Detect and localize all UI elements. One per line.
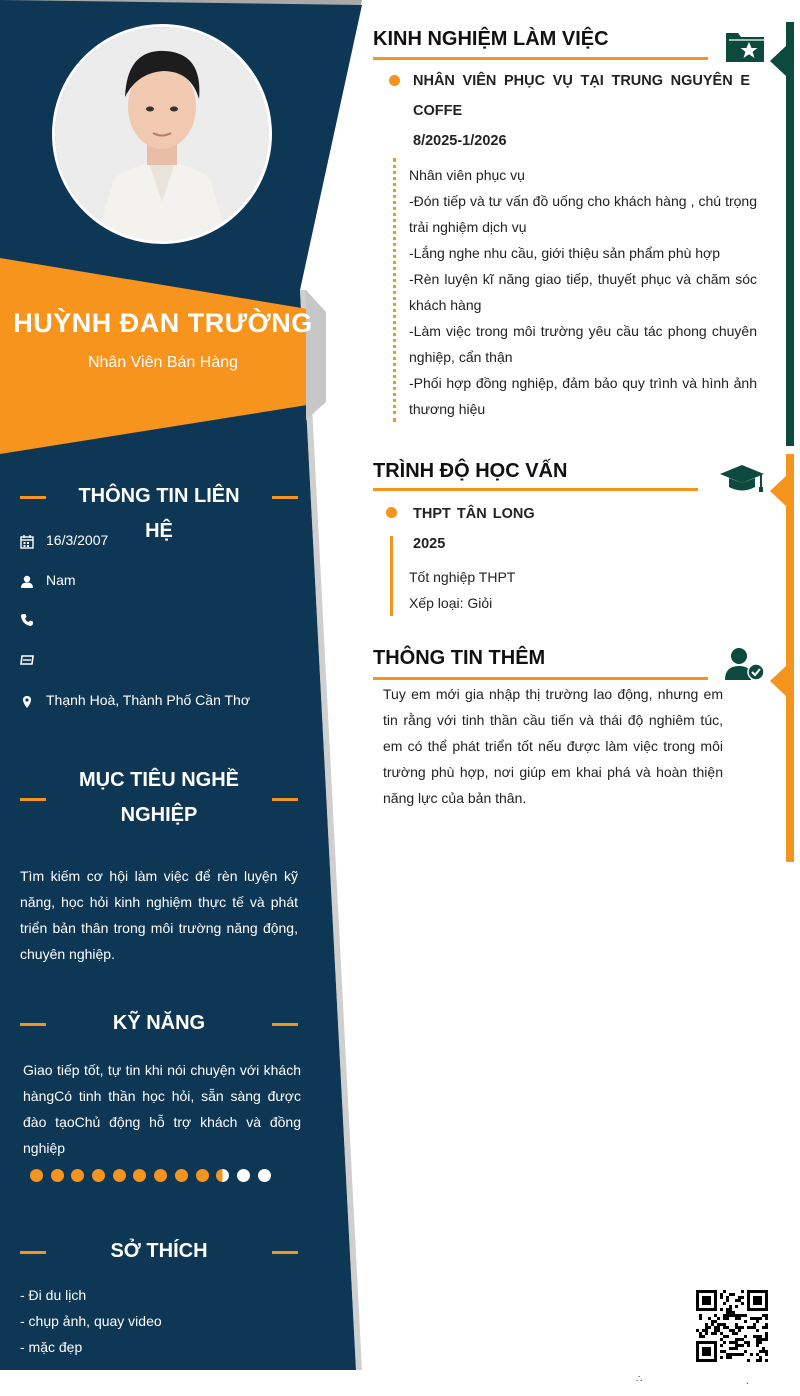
skill-rating-dot [133, 1169, 146, 1182]
hobbies-heading [20, 1234, 298, 1269]
experience-line: -Làm việc trong môi trường yêu cầu tác phong chuyên nghiệp, cẩn thận [409, 323, 757, 365]
skill-rating [30, 1169, 278, 1183]
heading-line-left [20, 1023, 46, 1026]
experience-line: -Đón tiếp và tư vấn đồ uống cho khách hàng , chú trọng trải nghiệm dịch vụ [409, 193, 757, 235]
contact-address [20, 690, 250, 710]
email-icon [20, 652, 34, 666]
right-bar-green [786, 22, 794, 446]
right-arrow-orange-1 [770, 476, 786, 506]
experience-line: -Phối hợp đồng nghiệp, đảm bảo quy trình và hình ảnh thương hiệu [409, 375, 757, 417]
experience-line: -Rèn luyện kĩ năng giao tiếp, thuyết phục và chăm sóc khách hàng [409, 271, 757, 313]
contact-email [20, 648, 46, 668]
graduation-year: 2025 [413, 536, 446, 552]
skill-rating-dot [51, 1169, 64, 1182]
skills-text: Giao tiếp tốt, tự tin khi nói chuyện với khách hàngCó tinh thần học hỏi, sẵn sàng được đào tạoChủ động hỗ trợ khách và đồng nghiệp [23, 1062, 301, 1156]
education-timeline [390, 536, 393, 616]
contact-phone [20, 608, 46, 628]
heading-line-left [20, 1251, 46, 1254]
objective-text: Tìm kiếm cơ hội làm việc để rèn luyện kỹ năng, học hỏi kinh nghiệm thực tế và phát triển bản thân trong môi trường năng động, chuyên nghiệp. [20, 868, 298, 962]
hobby-item: - mặc đẹp [20, 1339, 83, 1355]
experience-timeline [393, 158, 396, 422]
heading-line-left [20, 798, 46, 801]
location-icon [20, 694, 34, 708]
education-heading: TRÌNH ĐỘ HỌC VẤN [373, 460, 568, 482]
skill-rating-dot [237, 1169, 250, 1182]
hobby-item: - Đi du lịch [20, 1287, 87, 1303]
birthday-value: 16/3/2007 [46, 532, 109, 548]
footer-mark: . [746, 1376, 749, 1387]
right-arrow-green [770, 46, 786, 76]
experience-line: Nhân viên phục vụ [409, 167, 525, 183]
skill-rating-dot [113, 1169, 126, 1182]
skills-heading [20, 1006, 298, 1041]
education-line: Xếp loại: Giỏi [409, 595, 493, 611]
skill-rating-dot [258, 1169, 271, 1182]
skill-rating-dot [92, 1169, 105, 1182]
objective-heading-line1: MỤC TIÊU NGHỀ [79, 769, 239, 791]
job-period: 8/2025-1/2026 [413, 133, 507, 149]
heading-line-right [272, 1251, 298, 1254]
school-name: THPT TÂN LONG [413, 506, 535, 522]
skill-rating-dot [196, 1169, 209, 1182]
right-bar-orange [786, 454, 794, 862]
qr-code [696, 1290, 768, 1367]
skill-rating-dot [154, 1169, 167, 1182]
heading-line-right [272, 798, 298, 801]
education-bullet [386, 507, 397, 518]
objective-heading-line2: NGHIỆP [120, 804, 198, 826]
skills-heading-text: KỸ NĂNG [112, 1012, 206, 1034]
user-check-icon [724, 646, 766, 687]
user-icon [20, 574, 34, 588]
profile-role: Nhân Viên Bán Hàng [87, 354, 239, 371]
extra-heading-line [373, 677, 708, 680]
heading-line-right [272, 1023, 298, 1026]
graduation-cap-icon [719, 462, 765, 501]
extra-text: Tuy em mới gia nhập thị trường lao động, nhưng em tin rằng với tinh thần cầu tiến và thái độ nghiêm túc, em có thể phát triển tốt nếu được làm việc trong môi trường phù hợp, nơi giúp em khai phá và hoàn thiện năng lực của bản thân. [383, 686, 723, 806]
footer-mark: ∴ [636, 1374, 643, 1385]
hobbies-heading-text: SỞ THÍCH [110, 1240, 208, 1262]
skill-rating-dot [175, 1169, 188, 1182]
calendar-icon [20, 534, 34, 548]
skill-rating-dot [30, 1169, 43, 1182]
contact-heading-text: THÔNG TIN LIÊN HỆ [78, 485, 240, 542]
right-arrow-orange-2 [770, 666, 786, 696]
hobby-item: - chụp ảnh, quay video [20, 1313, 162, 1329]
extra-heading: THÔNG TIN THÊM [373, 647, 546, 669]
address-value: Thạnh Hoà, Thành Phố Cần Thơ [46, 692, 251, 708]
avatar [52, 24, 272, 244]
heading-line-left [20, 496, 46, 499]
gender-value: Nam [46, 572, 76, 588]
education-line: Tốt nghiệp THPT [409, 569, 516, 585]
objective-heading [20, 763, 298, 833]
folder-star-icon [724, 28, 766, 69]
experience-bullet [389, 75, 400, 86]
contact-birthday [20, 530, 108, 550]
education-heading-line [373, 488, 698, 491]
experience-heading-line [373, 57, 708, 60]
experience-line: -Lắng nghe nhu cầu, giới thiệu sản phẩm phù hợp [409, 245, 721, 261]
experience-heading: KINH NGHIỆM LÀM VIỆC [373, 28, 609, 50]
skill-rating-dot [216, 1169, 229, 1182]
phone-icon [20, 612, 34, 626]
heading-line-right [272, 496, 298, 499]
skill-rating-dot [71, 1169, 84, 1182]
job-title: NHÂN VIÊN PHỤC VỤ TẠI TRUNG NGUYÊN E COFFE [413, 73, 750, 119]
profile-name: HUỲNH ĐAN TRƯỜNG [13, 308, 313, 338]
contact-gender [20, 570, 76, 590]
avatar-illustration [55, 27, 269, 241]
